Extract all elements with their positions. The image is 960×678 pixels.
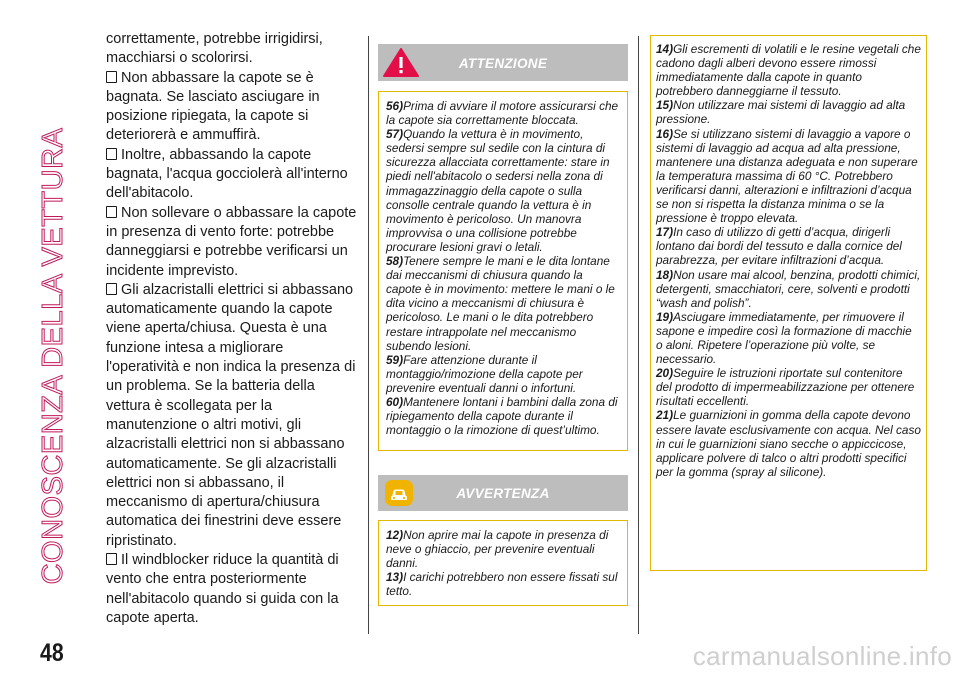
note-item: 19)Asciugare immediatamente, per rimuovere il sapone e impedire così la formazione di macchie o aloni. Ripetere l’operazione più volte, se necessario.: [656, 309, 912, 367]
checkbox-bullet-icon: [106, 148, 117, 160]
list-item: Non sollevare o abbassare la capote in presenza di vento forte: potrebbe danneggiarsi e potrebbe verificarsi un incidente imprevisto.: [106, 204, 357, 279]
note-item: 12)Non aprire mai la capote in presenza di neve o ghiaccio, per prevenire eventuali danni.: [386, 528, 609, 571]
note-item: 58)Tenere sempre le mani e le dita lontane dai meccanismi di chiusura quando la capote è in movimento: mettere le mani o le dita vicino a meccanismi di chiusura è pericoloso. Le mani o le dita potrebbero restare intrappolate nel meccanismo subendo lesioni.: [386, 254, 615, 353]
attenzione-header: [378, 44, 628, 81]
avvertenza-title: AVVERTENZA: [456, 486, 550, 501]
note-item: 60)Mantenere lontani i bambini dalla zona di ripiegamento della capote durante il montaggio o la rimozione di quest’ultimo.: [386, 394, 618, 438]
attenzione-box: [378, 91, 628, 451]
note-item: 14)Gli escrementi di volatili e le resine vegetali che cadono dagli alberi devono essere rimossi immediatamente dalla capote in quanto potrebbero danneggiarne il tessuto.: [656, 42, 921, 99]
note-item: 59)Fare attenzione durante il montaggio/rimozione della capote per prevenire eventuali danni o infortuni.: [386, 352, 583, 395]
avvertenza-box: [378, 520, 628, 606]
main-text-column: [106, 30, 358, 628]
avvertenza-continued-box: [650, 35, 927, 571]
note-item: 57)Quando la vettura è in movimento, sedersi sempre sul sedile con la cintura di sicurezza allacciata correttamente: stare in piedi nell'abitacolo o sedersi nella zona di immagazzinaggio della capote o sulla consolle centrale quando la vettura è in movimento è pericoloso. Un manovra improvvisa o una collisione potrebbe procurare lesioni gravi o letali.: [386, 127, 610, 254]
list-item: Inoltre, abbassando la capote bagnata, l'acqua gocciolerà all'interno dell'abitacolo.: [106, 146, 348, 202]
checkbox-bullet-icon: [106, 283, 117, 295]
note-item: 21)Le guarnizioni in gomma della capote devono essere lavate esclusivamente con acqua. Nel caso in cui le guarnizioni siano secche o appiccicose, applicare polvere di talco o altri prodotti specifici per la gomma (spray al silicone).: [656, 408, 921, 479]
note-item: 56)Prima di avviare il motore assicurarsi che la capote sia correttamente bloccata.: [386, 99, 619, 128]
note-item: 13)I carichi potrebbero non essere fissati sul tetto.: [386, 570, 618, 599]
attenzione-title: ATTENZIONE: [458, 56, 548, 71]
avvertenza-header: [378, 475, 628, 511]
list-item: Il windblocker riduce la quantità di vento che entra posteriormente nell'abitacolo quando si guida con la capote aperta.: [106, 552, 339, 626]
watermark-text: carmanualsonline.info: [692, 641, 952, 671]
checkbox-bullet-icon: [106, 553, 117, 565]
checkbox-bullet-icon: [106, 206, 117, 218]
note-item: 17)In caso di utilizzo di getti d’acqua, dirigerli lontano dai bordi del tessuto e dalla cornice del parabrezza, per evitare infiltrazioni d’acqua.: [656, 225, 902, 268]
section-title: CONOSCENZA DELLA VETTURA: [37, 127, 69, 585]
intro-paragraph: correttamente, potrebbe irrigidirsi, macchiarsi o scolorirsi.: [106, 31, 323, 67]
list-item: Non abbassare la capote se è bagnata. Se lasciato asciugare in posizione ripiegata, la capote si deteriorerà e ammuffirà.: [106, 69, 320, 144]
note-item: 18)Non usare mai alcool, benzina, prodotti chimici, detergenti, smacchiatori, cere, solventi e prodotti “wash and polish”.: [656, 267, 921, 310]
page-number: 48: [40, 639, 64, 667]
checkbox-bullet-icon: [106, 71, 117, 83]
note-item: 16)Se si utilizzano sistemi di lavaggio a vapore o sistemi di lavaggio ad acqua ad alta pressione, mantenere una distanza adeguata e non superare la temperatura massima di 60 °C. Potrebbero verificarsi danni, alterazioni e infiltrazioni d’acqua se non si rispetta la distanza minima o se la pressione è troppo elevata.: [656, 126, 918, 226]
note-item: 15)Non utilizzare mai sistemi di lavaggio ad alta pressione.: [656, 98, 906, 127]
column-divider: [368, 36, 369, 634]
note-item: 20)Seguire le istruzioni riportate sul contenitore del prodotto di impermeabilizzazione per ottenere risultati eccellenti.: [656, 366, 915, 409]
column-divider: [638, 36, 639, 634]
list-item: Gli alzacristalli elettrici si abbassano automaticamente quando la capote viene aperta/chiusa. Questa è una funzione intesa a migliorare l'operatività e non indica la presenza di un problema. Se la batteria della vettura è scollegata per la manutenzione o altri motivi, gli alzacristalli elettrici non si abbassano automaticamente. Se gli alzacristalli elettrici non si abbassano, il meccanismo di apertura/chiusura automatica dei finestrini deve essere ripristinato.: [106, 281, 356, 549]
